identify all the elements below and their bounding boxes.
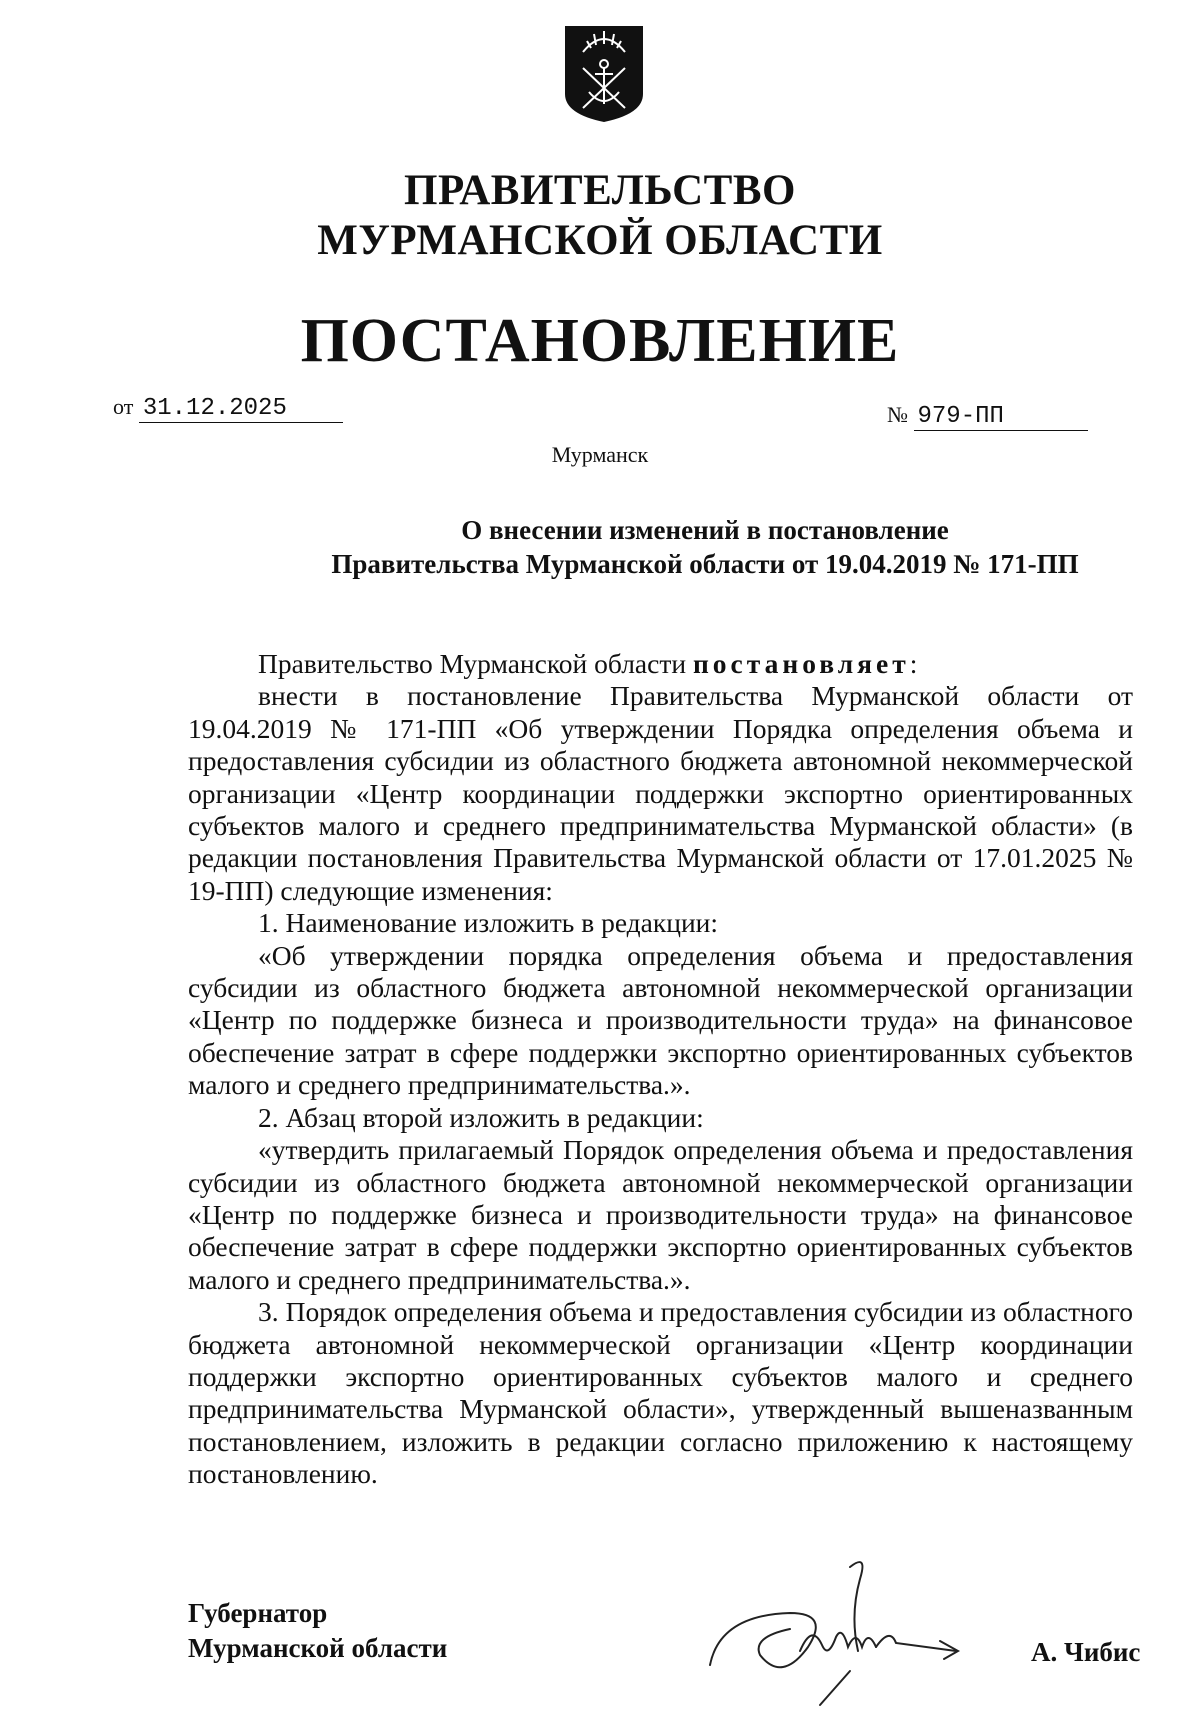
org-line-2: МУРМАНСКОЙ ОБЛАСТИ (317, 217, 883, 264)
date-prefix: от (113, 394, 134, 419)
item-1-text: «Об утверждении порядка определения объема и предоставления субсидии из областного бюджета автономной некоммерческой организации «Центр по поддержке бизнеса и производительности труда» на финансовое обеспечение затрат в сфере поддержки экспортно ориентированных субъектов малого и среднего предпринимательства.». (188, 939, 1133, 1101)
signatory-title (188, 1596, 447, 1666)
intro-paragraph (188, 648, 1133, 680)
subject-line-1: О внесении изменений в постановление (461, 515, 949, 545)
number-row (887, 402, 1088, 431)
document-number: 979-ПП (914, 403, 1088, 431)
date-row (113, 394, 343, 423)
signatory-name: А. Чибис (1031, 1637, 1141, 1667)
document-subject (270, 513, 1140, 581)
item-2-text: «утвердить прилагаемый Порядок определения объема и предоставления субсидии из областного бюджета автономной некоммерческой организации «Центр по поддержке бизнеса и производительности труда» на финансовое обеспечение затрат в сфере поддержки экспортно ориентированных субъектов малого и среднего предпринимательства.». (188, 1134, 1133, 1295)
item-1: 1. Наименование изложить в редакции: (258, 907, 719, 939)
intro-suffix: : (909, 648, 918, 679)
signatory-title-line-2: Мурманской области (188, 1633, 448, 1663)
item-3: 3. Порядок определения объема и предоставления субсидии из областного бюджета автономной некоммерческой организации «Центр координации поддержки экспортно ориентированных субъектов малого и среднего предпринимательства Мурманской области», утвержденный вышеназванным постановлением, изложить в редакции согласно приложению к настоящему постановлению. (188, 1296, 1133, 1490)
document-date: 31.12.2025 (139, 395, 343, 423)
paragraph-main: внести в постановление Правительства Мурманской области от 19.04.2019 № 171-ПП «Об утверждении Порядка определения объема и предоставления субсидии из областного бюджета автономной некоммерческой организации «Центр координации поддержки экспортно ориентированных субъектов малого и среднего предпринимательства Мурманской области» (в редакции постановления Правительства Мурманской области от 17.01.2025 № 19-ПП) следующие изменения: (188, 680, 1133, 906)
organization-title (0, 166, 1200, 266)
subject-line-2: Правительства Мурманской области от 19.04.2019 № 171-ПП (331, 549, 1079, 579)
signatory-title-line-1: Губернатор (188, 1598, 328, 1628)
handwritten-signature (700, 1555, 970, 1715)
intro-prefix: Правительство Мурманской области (258, 648, 693, 679)
coat-of-arms-icon (561, 22, 647, 124)
city: Мурманск (551, 442, 649, 467)
intro-verb: постановляет (692, 648, 910, 679)
document-type: ПОСТАНОВЛЕНИЕ (300, 307, 900, 375)
org-line-1: ПРАВИТЕЛЬСТВО (404, 167, 796, 214)
document-body (188, 648, 1133, 1491)
number-prefix: № (887, 402, 908, 427)
item-2: 2. Абзац второй изложить в редакции: (258, 1101, 704, 1133)
